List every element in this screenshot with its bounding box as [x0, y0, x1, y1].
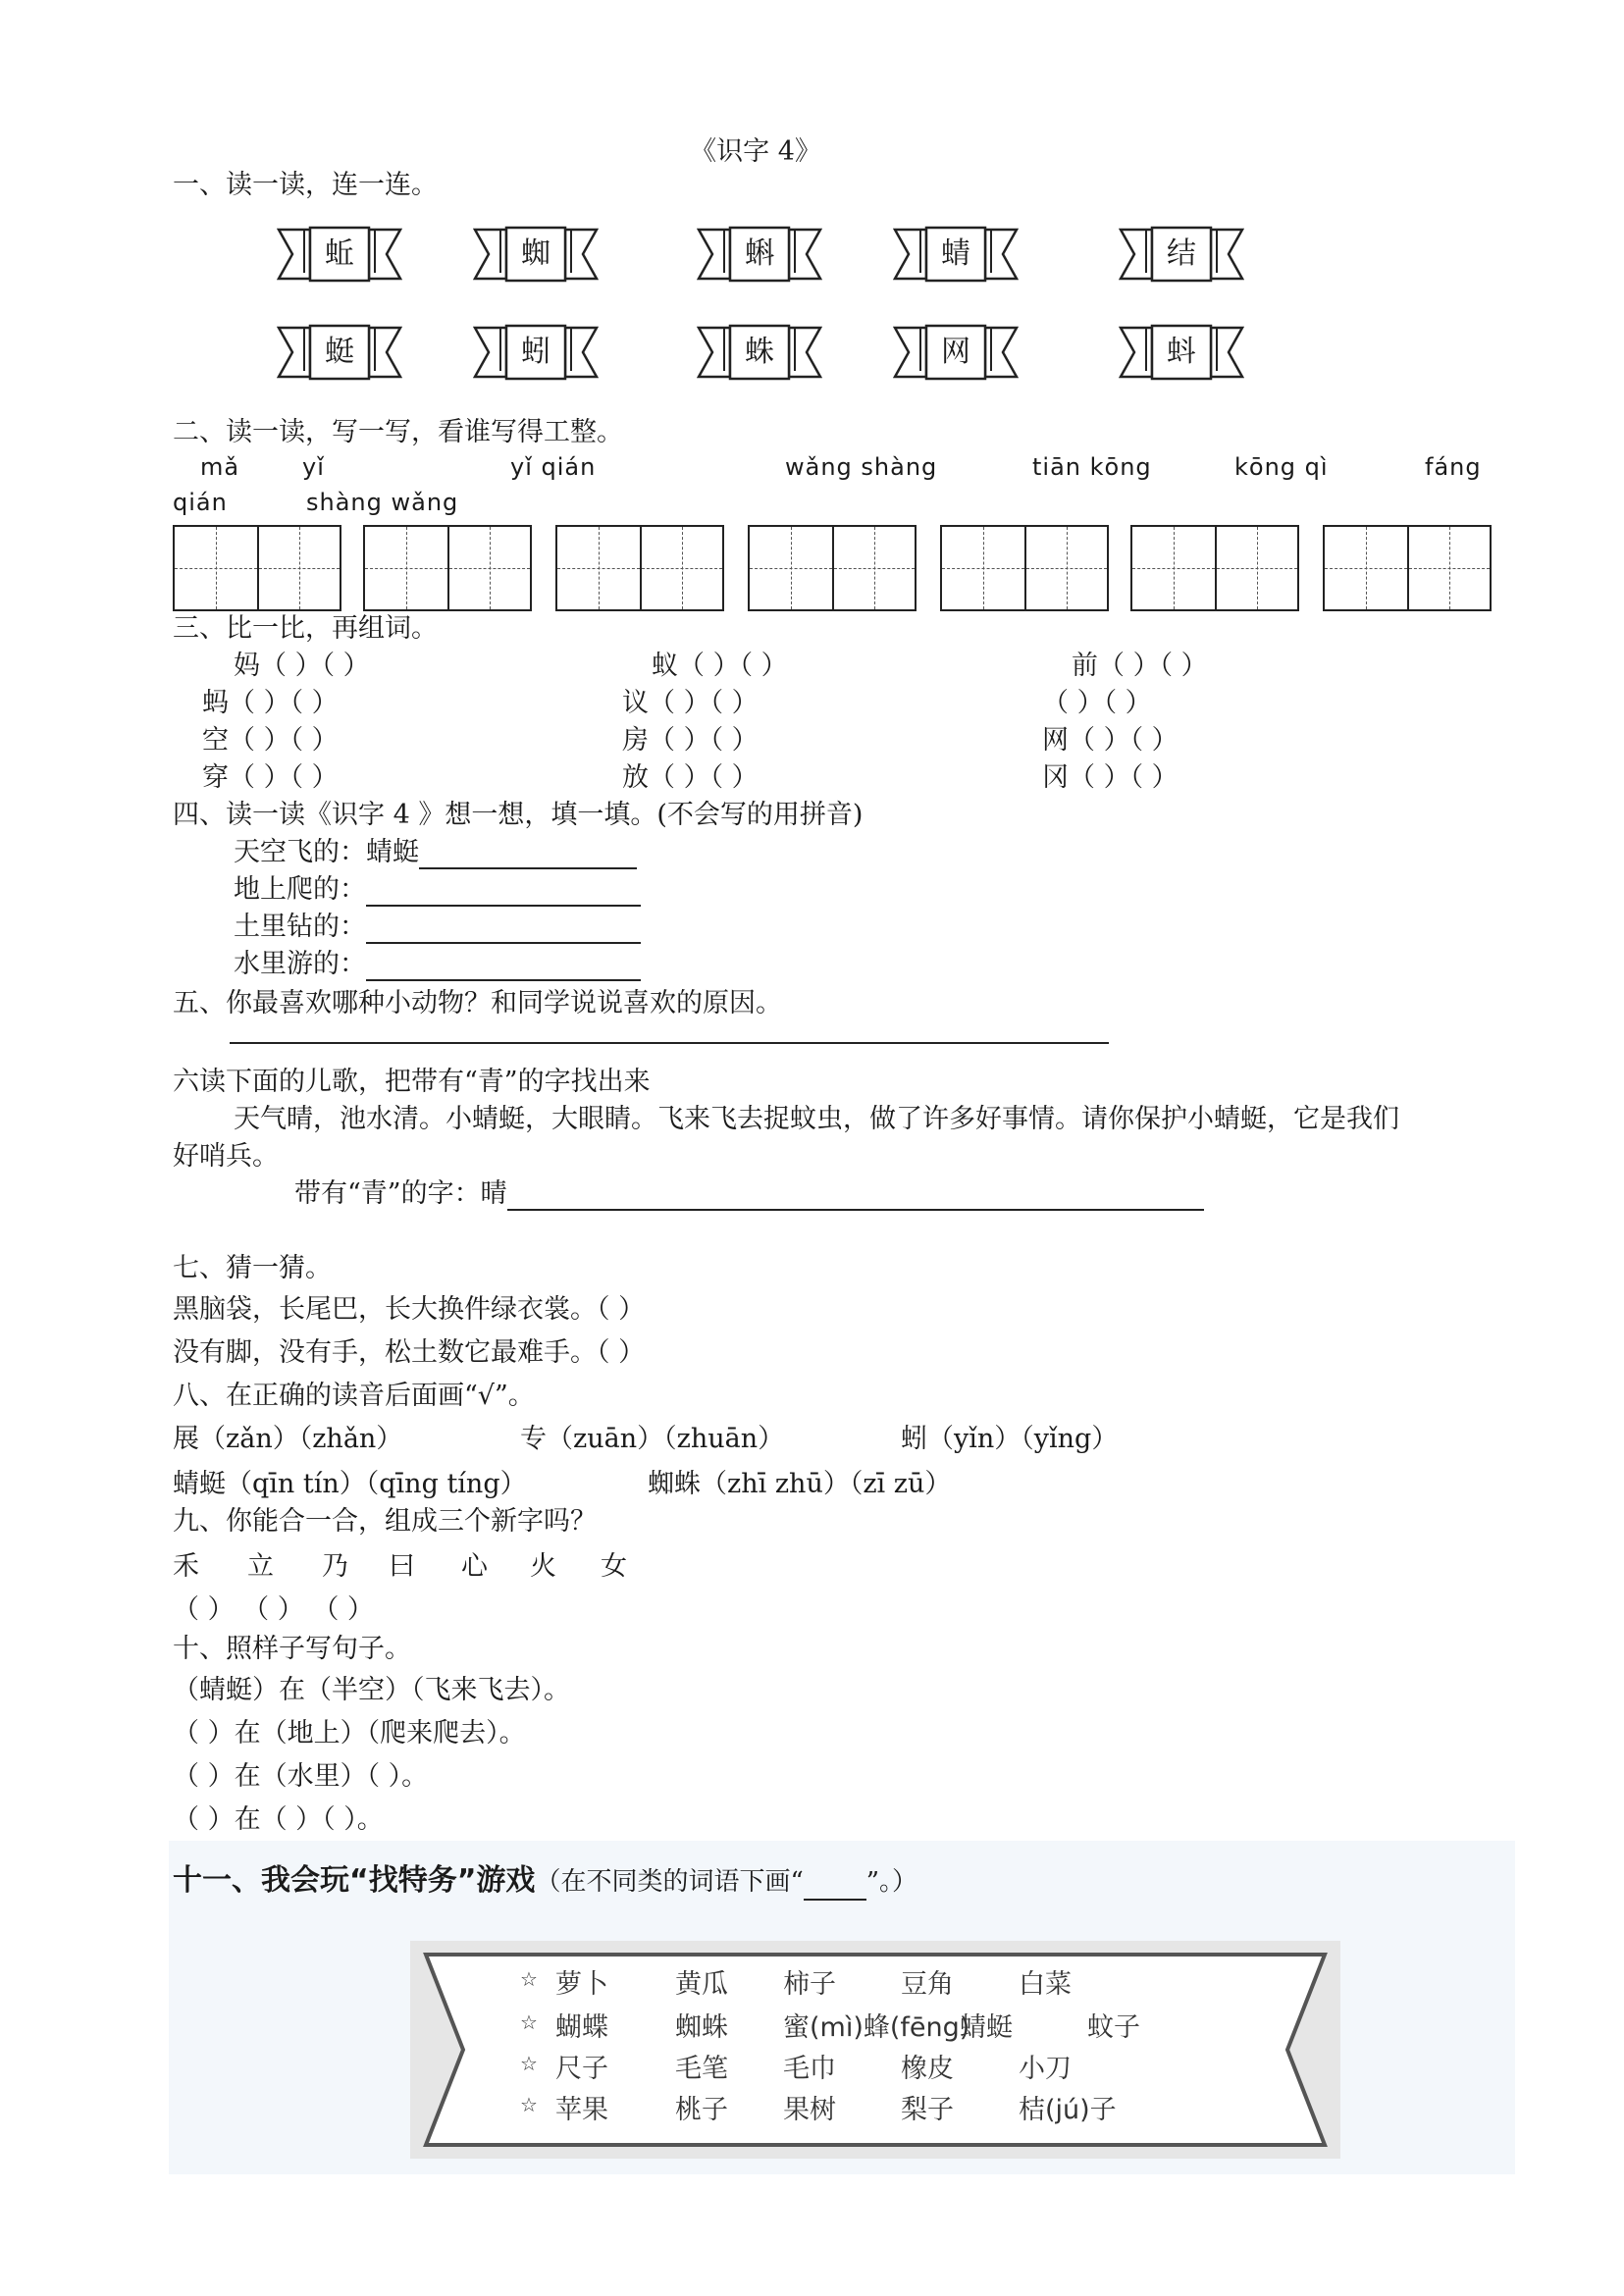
- word-option[interactable]: 白菜: [1019, 1969, 1072, 2000]
- pinyin-9: shàng wǎng: [306, 489, 459, 516]
- pinyin-choice: 专（zuān）（zhuān）: [520, 1424, 785, 1454]
- word-option[interactable]: 蝴蝶: [555, 2012, 608, 2043]
- section-1-heading: 一、读一读，连一连。: [173, 170, 438, 200]
- tianzige-pair[interactable]: [1323, 525, 1492, 611]
- pinyin-4: wǎng shàng: [785, 453, 938, 481]
- pinyin-5: tiān kōng: [1032, 453, 1152, 481]
- star-icon: ☆: [520, 2052, 538, 2075]
- pinyin-6: kōng qì: [1234, 453, 1329, 481]
- pinyin-choice: 蜻蜓（qīn tín）（qīng tíng）: [173, 1469, 527, 1499]
- character-ribbon[interactable]: [697, 322, 822, 383]
- word-option[interactable]: 梨子: [901, 2095, 954, 2125]
- character-label: 蚪: [1167, 335, 1196, 369]
- word-pair: 网（ ）（ ）: [1042, 725, 1179, 756]
- pinyin-8: qián: [173, 489, 228, 516]
- word-pair: （ ）（ ）: [1042, 688, 1152, 718]
- tianzige-pair[interactable]: [363, 525, 532, 611]
- poem-line: 好哨兵。: [173, 1141, 279, 1172]
- tianzige-pair[interactable]: [940, 525, 1109, 611]
- tianzige-pair[interactable]: [1130, 525, 1299, 611]
- character-label: 蛛: [745, 335, 774, 369]
- character-ribbon[interactable]: [893, 224, 1019, 285]
- pinyin-2: yǐ: [302, 453, 325, 481]
- riddle: 没有脚，没有手，松土数它最难手。（ ）: [173, 1337, 646, 1368]
- word-option[interactable]: 桔(jú)子: [1019, 2095, 1117, 2125]
- tianzige-pair[interactable]: [748, 525, 917, 611]
- character-ribbon[interactable]: [277, 322, 402, 383]
- answer-blank[interactable]: [507, 1181, 1204, 1211]
- character-ribbon[interactable]: [473, 224, 599, 285]
- pinyin-choice: 展（zǎn）（zhǎn）: [173, 1424, 403, 1454]
- character-label: 蝌: [745, 236, 774, 271]
- word-pair: 蚁（ ）（ ）: [652, 651, 788, 681]
- sentence-line: （ ）在（ ）（ ）。: [173, 1804, 384, 1835]
- star-icon: ☆: [520, 2093, 538, 2116]
- word-option[interactable]: 蜻蜓: [960, 2012, 1013, 2043]
- radical: 立: [247, 1551, 274, 1582]
- pinyin-3: yǐ qián: [510, 453, 597, 481]
- word-option[interactable]: 萝卜: [555, 1969, 608, 2000]
- character-ribbon[interactable]: [697, 224, 822, 285]
- fill-line: 土里钻的：: [234, 911, 641, 944]
- section-4-heading: 四、读一读《识字 4 》想一想，填一填。(不会写的用拼音): [173, 800, 864, 830]
- word-option[interactable]: 黄瓜: [675, 1969, 728, 2000]
- riddle: 黑脑袋，长尾巴，长大换件绿衣裳。（ ）: [173, 1294, 646, 1325]
- section-5-heading: 五、你最喜欢哪种小动物？和同学说说喜欢的原因。: [173, 988, 782, 1018]
- tianzige-pair[interactable]: [173, 525, 341, 611]
- fill-line: 天空飞的：蜻蜓: [234, 836, 637, 869]
- word-pair: 空（ ）（ ）: [202, 725, 339, 756]
- section-9-heading: 九、你能合一合，组成三个新字吗？: [173, 1506, 597, 1537]
- section-2-heading: 二、读一读，写一写，看谁写得工整。: [173, 417, 623, 447]
- character-ribbon[interactable]: [1119, 322, 1244, 383]
- star-icon: ☆: [520, 1967, 538, 1991]
- word-pair: 前（ ）（ ）: [1072, 651, 1208, 681]
- sentence-line: （蜻蜓）在（半空）（飞来飞去）。: [173, 1675, 570, 1705]
- pinyin-1: mǎ: [200, 453, 240, 481]
- poem-line: 天气晴，池水清。小蜻蜓，大眼睛。飞来飞去捉蚊虫，做了许多好事情。请你保护小蜻蜓，它是我们: [234, 1104, 1399, 1134]
- word-option[interactable]: 豆角: [901, 1969, 954, 2000]
- character-label: 蜓: [325, 335, 354, 369]
- word-option[interactable]: 尺子: [555, 2054, 608, 2084]
- radical: 曰: [389, 1551, 415, 1582]
- character-label: 蜘: [521, 236, 550, 271]
- pinyin-7: fáng: [1425, 453, 1482, 481]
- word-option[interactable]: 果树: [783, 2095, 836, 2125]
- character-ribbon[interactable]: [473, 322, 599, 383]
- word-option[interactable]: 毛笔: [675, 2054, 728, 2084]
- word-option[interactable]: 蚊子: [1087, 2012, 1140, 2043]
- section-6-heading: 六读下面的儿歌，把带有“青”的字找出来: [173, 1067, 651, 1097]
- answer-blanks[interactable]: （ ） （ ） （ ）: [173, 1594, 374, 1625]
- word-option[interactable]: 橡皮: [901, 2054, 954, 2084]
- section-10-heading: 十、照样子写句子。: [173, 1634, 411, 1664]
- word-pair: 妈（ ）（ ）: [234, 651, 370, 681]
- word-pair: 议（ ）（ ）: [622, 688, 759, 718]
- answer-blank[interactable]: [366, 914, 641, 944]
- radical: 心: [461, 1551, 488, 1582]
- answer-line-label: 带有“青”的字：晴: [294, 1177, 1204, 1211]
- character-ribbon[interactable]: [1119, 224, 1244, 285]
- fill-line: 水里游的：: [234, 948, 641, 981]
- character-ribbon[interactable]: [277, 224, 402, 285]
- section-3-heading: 三、比一比，再组词。: [173, 613, 438, 644]
- section-8-heading: 八、在正确的读音后面画“√”。: [173, 1381, 535, 1411]
- radical: 火: [530, 1551, 556, 1582]
- section-11-heading: 十一、我会玩“找特务”游戏（在不同类的词语下画“ ”。）: [173, 1862, 917, 1901]
- sentence-line: （ ）在（地上）（爬来爬去）。: [173, 1718, 526, 1748]
- pinyin-choice: 蜘蛛（zhī zhū）（zī zū）: [648, 1469, 952, 1499]
- character-label: 网: [941, 335, 970, 369]
- word-option[interactable]: 苹果: [555, 2095, 608, 2125]
- star-icon: ☆: [520, 2010, 538, 2034]
- odd-one-out-banner: [410, 1941, 1340, 2159]
- section-7-heading: 七、猜一猜。: [173, 1253, 332, 1283]
- word-option[interactable]: 小刀: [1019, 2054, 1072, 2084]
- character-label: 蚓: [521, 335, 550, 369]
- word-option[interactable]: 桃子: [675, 2095, 728, 2125]
- word-option[interactable]: 蜜(mì)蜂(fēng): [783, 2012, 970, 2043]
- word-option[interactable]: 柿子: [783, 1969, 836, 2000]
- word-pair: 房（ ）（ ）: [622, 725, 759, 756]
- word-pair: 蚂（ ）（ ）: [202, 688, 339, 718]
- word-option[interactable]: 蜘蛛: [675, 2012, 728, 2043]
- character-ribbon[interactable]: [893, 322, 1019, 383]
- character-label: 蜻: [941, 236, 970, 271]
- fill-line: 地上爬的：: [234, 873, 641, 907]
- answer-blank[interactable]: [419, 840, 637, 869]
- word-pair: 穿（ ）（ ）: [202, 762, 339, 793]
- radical: 禾: [173, 1551, 199, 1582]
- word-option[interactable]: 毛巾: [783, 2054, 836, 2084]
- word-pair: 放（ ）（ ）: [622, 762, 759, 793]
- word-pair: 冈（ ）（ ）: [1042, 762, 1179, 793]
- radical: 乃: [322, 1551, 348, 1582]
- answer-blank[interactable]: [366, 952, 641, 981]
- character-label: 蚯: [325, 236, 354, 271]
- tianzige-pair[interactable]: [555, 525, 724, 611]
- pinyin-choice: 蚓（yǐn）（yǐng）: [901, 1424, 1119, 1454]
- radical: 女: [601, 1551, 627, 1582]
- sentence-line: （ ）在（水里）（ ）。: [173, 1761, 429, 1792]
- page-title: 《识字 4》: [690, 136, 821, 167]
- character-label: 结: [1167, 236, 1196, 271]
- answer-blank[interactable]: [366, 877, 641, 907]
- answer-line[interactable]: [230, 1042, 1109, 1044]
